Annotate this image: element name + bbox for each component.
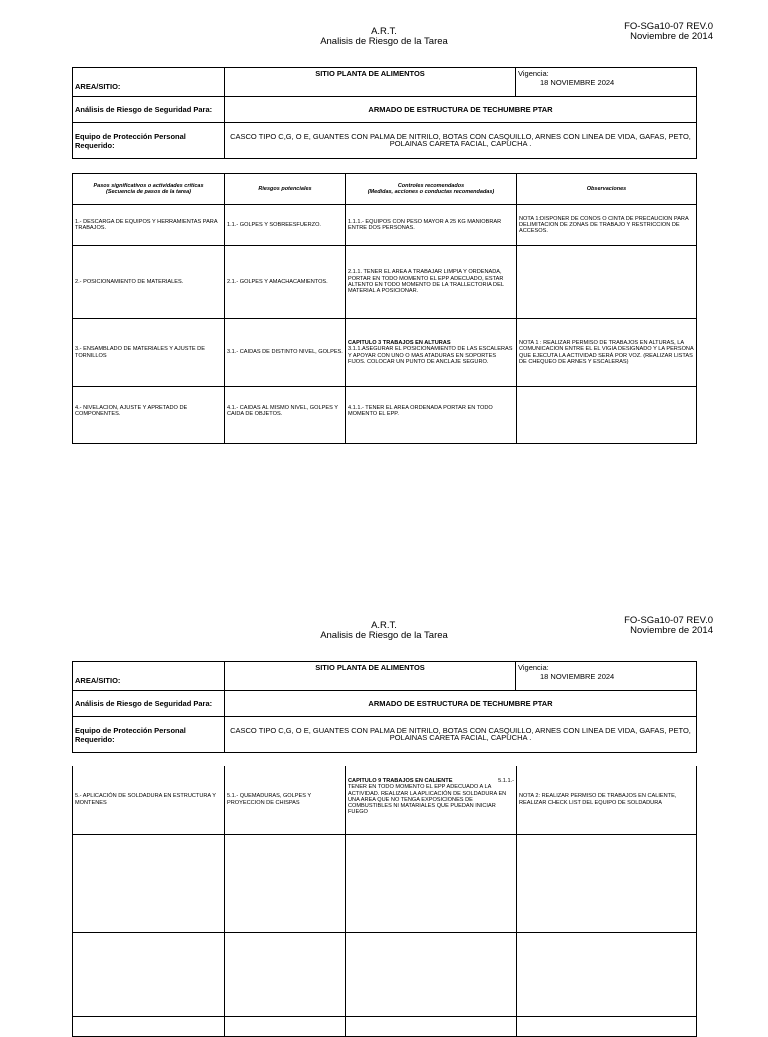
col-pasos-subtitle: (Secuencia de pasos de la tarea): [106, 189, 191, 195]
row-1-riesgo: 1.1.- GOLPES Y SOBREESFUERZO.: [225, 205, 346, 246]
col-observaciones: Observaciones: [517, 174, 697, 205]
col-pasos: [73, 174, 225, 205]
row-5-paso: 5.- APLICACIÓN DE SOLDADURA EN ESTRUCTURA Y MONTENES: [73, 766, 225, 834]
vigencia-cell: [516, 68, 697, 97]
col-controles-subtitle: (Medidas, acciones o conductas recomendadas): [367, 189, 495, 195]
vigencia-value: 18 NOVIEMBRE 2024: [540, 78, 615, 87]
row-3-obs: NOTA 1 : REALIZAR PERMISO DE TRABAJOS EN ALTURAS, LA COMUNICACION ENTRE EL EL VIGIA DESIGNADO Y LA PERSONA QUE EJECUTA LA ACTIVIDAD SERÁ POR VOZ. (REALIZAR LISTAS DE CHEQUEO DE ARNES Y ESCALERAS): [517, 319, 697, 387]
row-5-control-title: CAPITULO 9 TRABAJOS EN CALIENTE: [348, 778, 453, 784]
equipo-value: CASCO TIPO C,G, O E, GUANTES CON PALMA DE NITRILO, BOTAS CON CASQUILLO, ARNES CON LINEA DE VIDA, GAFAS, PETO, POLAINAS CARETA FACIAL, CAPUCHA .: [225, 717, 697, 753]
row-5-riesgo: 5.1.- QUEMADURAS, GOLPES Y PROYECCION DE CHISPAS: [225, 766, 346, 834]
title-line-1: A.R.T.: [371, 620, 397, 631]
header-form-table: [72, 661, 697, 753]
table-row: [73, 205, 697, 246]
row-1-paso: 1.- DESCARGA DE EQUIPOS Y HERRAMIENTAS PARA TRABAJOS.: [73, 205, 225, 246]
table-row: [73, 387, 697, 444]
col-controles: [346, 174, 517, 205]
empty-cell: [225, 932, 346, 1016]
title-line-1: A.R.T.: [371, 26, 397, 37]
area-value: SITIO PLANTA DE ALIMENTOS: [225, 662, 516, 691]
vigencia-label: Vigencia:: [518, 69, 549, 78]
row-5-control-cell: [346, 766, 517, 834]
title-line-2: Analisis de Riesgo de la Tarea: [320, 630, 448, 641]
area-label: AREA/SITIO:: [73, 662, 225, 691]
empty-cell: [225, 1016, 346, 1036]
row-1-control: 1.1.1.- EQUIPOS CON PESO MAYOR A 25 KG MANIOBRAR ENTRE DOS PERSONAS.: [346, 205, 517, 246]
row-3-control: 3.1.1.ASEGURAR EL POSICIONAMIENTO DE LAS ESCALERAS Y APOYAR CON UNO O MAS ATADURAS EN SOPORTES FIJOS. COLOCAR UN PUNTO DE ANCLAJE SEGURO.: [348, 346, 513, 365]
row-3-control-cell: [346, 319, 517, 387]
empty-cell: [346, 932, 517, 1016]
col-riesgos: Riesgos potenciales: [225, 174, 346, 205]
area-label: AREA/SITIO:: [73, 68, 225, 97]
row-1-obs: NOTA 1:DISPONER DE CONOS O CINTA DE PRECAUCION PARA DELIMITACION DE ZONAS DE TRABAJO Y RESTRICCION DE ACCESOS.: [517, 205, 697, 246]
table-row: [73, 246, 697, 319]
risk-table: [72, 173, 697, 444]
document-code: FO-SGa10-07 REV.0: [624, 615, 713, 626]
empty-cell: [517, 932, 697, 1016]
document-code-block: [624, 22, 713, 42]
col-controles-title: Controles recomendados: [397, 182, 465, 189]
equipo-value: CASCO TIPO C,G, O E, GUANTES CON PALMA DE NITRILO, BOTAS CON CASQUILLO, ARNES CON LINEA DE VIDA, GAFAS, PETO, POLAINAS CARETA FACIAL, CAPUCHA .: [225, 123, 697, 159]
analisis-value: ARMADO DE ESTRUCTURA DE TECHUMBRE PTAR: [225, 691, 697, 717]
row-5-control: TENER EN TODO MOMENTO EL EPP ADECUADO A LA ACTIVIDAD. REALIZAR LA APLICACIÓN DE SOLDADURA EN UNA AREA QUE NO TENGA EXPOSICIONES DE COMBUSTIBLES NI MATARIALES QUE PUEDAN INICIAR FUEGO: [348, 784, 507, 816]
row-2-paso: 2.- POSICIONAMIENTO DE MATERIALES.: [73, 246, 225, 319]
table-row: [73, 766, 697, 834]
row-2-control: 2.1.1. TENER EL AREA A TRABAJAR LIMPIA Y ORDENADA, PORTAR EN TODO MOMENTO EL EPP ADECUADO, ESTAR ALTENTO EN TODO MOMENTO DE LA TRALLECTORIA DEL MATERIAL A POSICIONAR.: [346, 246, 517, 319]
table-row-empty: [73, 932, 697, 1016]
row-2-obs: [517, 246, 697, 319]
form-page-2: [0, 594, 768, 1024]
column-header-row: [73, 174, 697, 205]
vigencia-cell: [516, 662, 697, 691]
analisis-label: Análisis de Riesgo de Seguridad Para:: [73, 97, 225, 123]
empty-cell: [225, 834, 346, 932]
header-form-table: [72, 67, 697, 159]
row-3-riesgo: 3.1.- CAIDAS DE DISTINTO NIVEL, GOLPES.: [225, 319, 346, 387]
empty-cell: [73, 1016, 225, 1036]
row-4-paso: 4.- NIVELACION, AJUSTE Y APRETADO DE COMPONENTES.: [73, 387, 225, 444]
empty-cell: [73, 932, 225, 1016]
document-date: Noviembre de 2014: [630, 625, 713, 636]
table-row: [73, 319, 697, 387]
empty-cell: [346, 1016, 517, 1036]
analisis-value: ARMADO DE ESTRUCTURA DE TECHUMBRE PTAR: [225, 97, 697, 123]
form-page-1: [0, 0, 768, 512]
row-4-obs: [517, 387, 697, 444]
title-line-2: Analisis de Riesgo de la Tarea: [320, 36, 448, 47]
table-row-empty: [73, 1016, 697, 1036]
row-3-paso: 3.- ENSAMBLADO DE MATERIALES Y AJUSTE DE TORNILLOS: [73, 319, 225, 387]
empty-cell: [73, 834, 225, 932]
document-title: [284, 621, 484, 641]
vigencia-label: Vigencia:: [518, 663, 549, 672]
risk-table-continued: [72, 766, 697, 1037]
row-3-control-title: CAPITULO 3 TRABAJOS EN ALTURAS: [348, 339, 451, 346]
row-5-obs: NOTA 2: REALIZAR PERMISO DE TRABAJOS EN CALIENTE, REALIZAR CHECK LIST DEL EQUIPO DE SOLDADURA: [517, 766, 697, 834]
document-code-block: [624, 616, 713, 636]
row-4-control: 4.1.1.- TENER EL AREA ORDENADA PORTAR EN TODO MOMENTO EL EPP.: [346, 387, 517, 444]
vigencia-value: 18 NOVIEMBRE 2024: [540, 672, 615, 681]
empty-cell: [517, 1016, 697, 1036]
row-5-control-num: 5.1.1.-: [498, 778, 514, 784]
empty-cell: [517, 834, 697, 932]
analisis-label: Análisis de Riesgo de Seguridad Para:: [73, 691, 225, 717]
area-value: SITIO PLANTA DE ALIMENTOS: [225, 68, 516, 97]
col-pasos-title: Pasos significativos o actividades críticas: [93, 182, 204, 189]
equipo-label: Equipo de Protección Personal Requerido:: [73, 123, 225, 159]
document-title: [284, 27, 484, 47]
row-2-riesgo: 2.1.- GOLPES Y AMACHACAMIENTOS.: [225, 246, 346, 319]
document-code: FO-SGa10-07 REV.0: [624, 21, 713, 32]
empty-cell: [346, 834, 517, 932]
equipo-label: Equipo de Protección Personal Requerido:: [73, 717, 225, 753]
document-date: Noviembre de 2014: [630, 31, 713, 42]
row-4-riesgo: 4.1.- CAIDAS AL MISMO NIVEL, GOLPES Y CAIDA DE OBJETOS.: [225, 387, 346, 444]
table-row-empty: [73, 834, 697, 932]
